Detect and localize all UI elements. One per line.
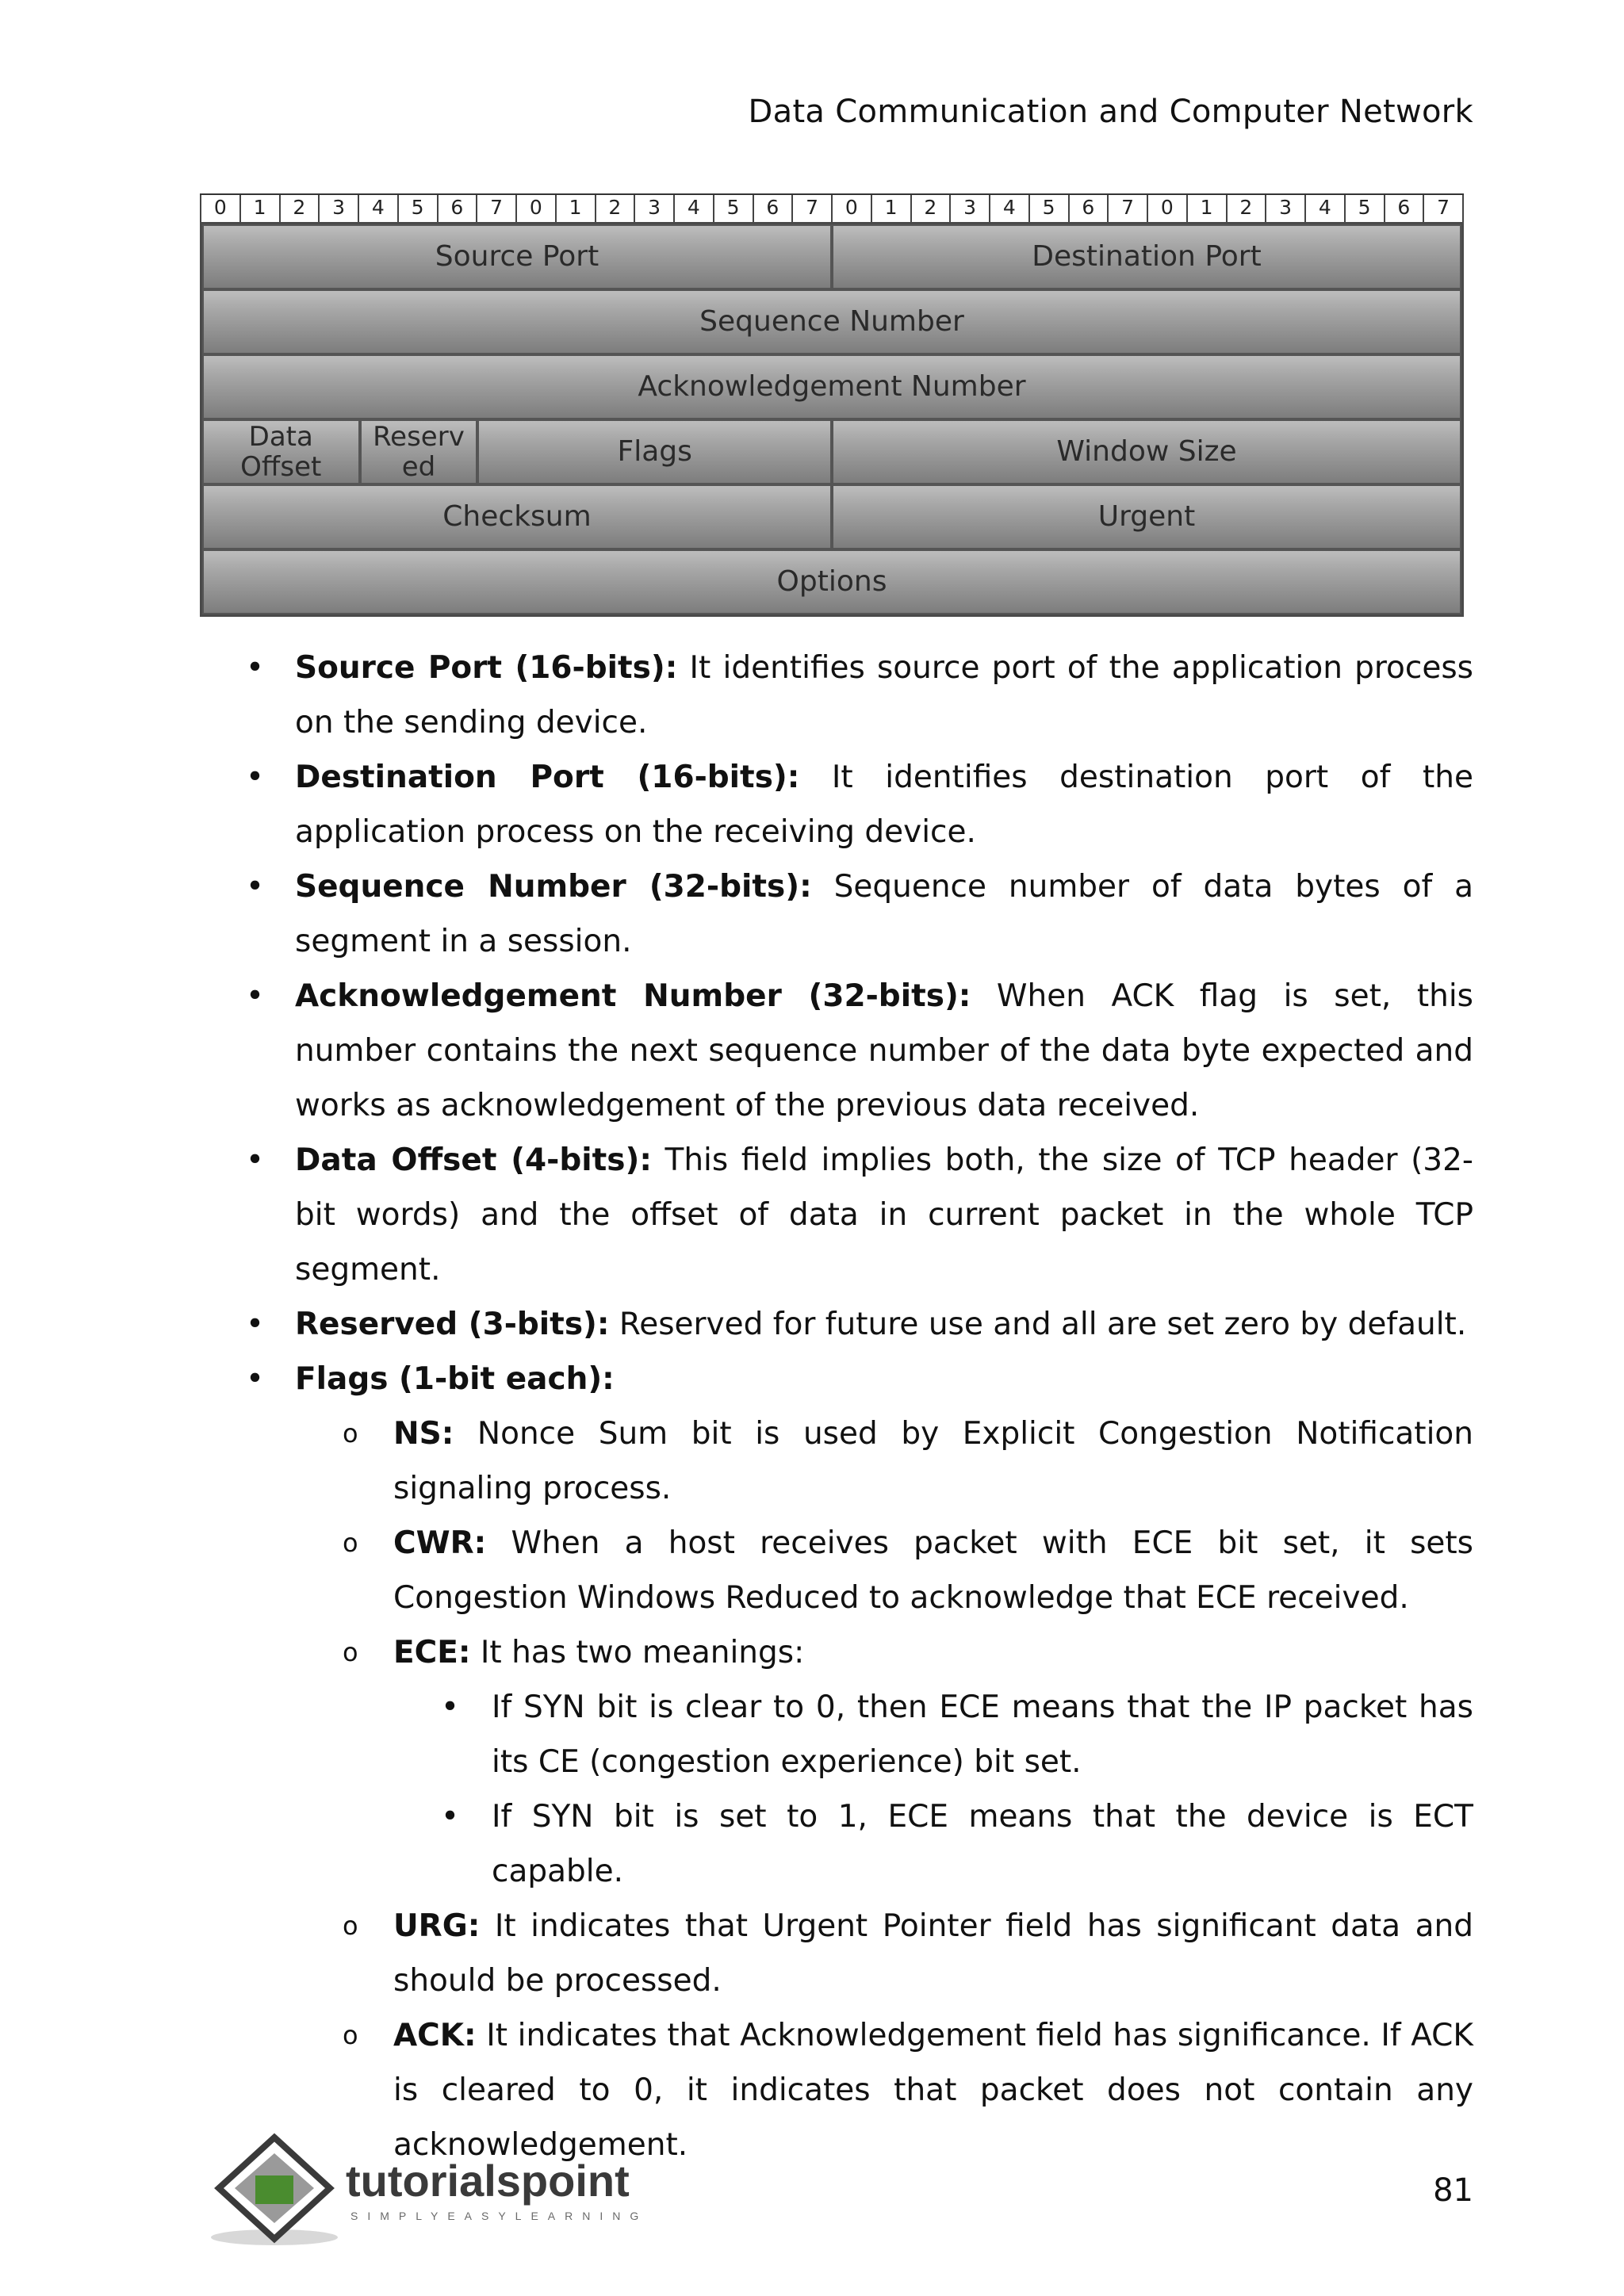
bit-label: 3 [635,195,675,224]
list-item [239,750,1473,859]
bit-label: 0 [833,195,872,224]
bit-label: 7 [477,195,517,224]
flag-term: ACK: [393,2018,477,2053]
bit-label: 5 [1346,195,1385,224]
bit-label: 2 [281,195,320,224]
bit-label: 4 [1306,195,1346,224]
flag-description: Nonce Sum bit is used by Explicit Congestion Notification signaling process. [393,1416,1473,1506]
bullet-marker: • [246,1142,265,1178]
circle-marker: o [343,2020,358,2050]
field-checksum: Checksum [202,484,832,549]
flag-term: URG: [393,1908,481,1944]
bullet-marker: • [246,650,265,686]
bit-label: 4 [675,195,714,224]
bit-label: 6 [754,195,794,224]
list-item [239,1133,1473,1297]
bit-label: 1 [1188,195,1228,224]
flag-term: CWR: [393,1525,487,1561]
bit-label: 1 [241,195,281,224]
bullet-marker: • [246,1361,265,1397]
tutorialspoint-logo [203,2131,710,2250]
flag-item [239,1516,1473,1625]
header-fields-grid [200,222,1464,617]
bit-label: 5 [714,195,754,224]
term: Acknowledgement Number (32-bits): [295,978,971,1014]
term: Reserved (3-bits): [295,1307,610,1342]
running-header: Data Communication and Computer Network [748,94,1473,130]
list-item [239,1297,1473,1352]
field-data-offset: Data Offset [202,419,360,484]
list-item [239,969,1473,1133]
bit-label: 0 [200,195,241,224]
field-sequence-number: Sequence Number [202,289,1461,354]
term: Sequence Number (32-bits): [295,869,812,905]
bullet-marker: • [246,869,265,905]
flag-description: It indicates that Urgent Pointer field has significant data and should be processed. [393,1908,1473,1999]
circle-marker: o [343,1637,358,1667]
field-destination-port: Destination Port [832,224,1461,289]
logo-tagline: SIMPLYEASYLEARNING [350,2210,649,2222]
bit-label: 5 [399,195,439,224]
tcp-header-diagram [200,193,1464,617]
flag-item [239,1899,1473,2008]
description: Sequence number of data bytes of a segment in a session. [295,869,1474,959]
bit-label: 0 [1148,195,1188,224]
bit-label: 7 [793,195,833,224]
description: When ACK flag is set, this number contains the next sequence number of the data byte expected and works as acknowledgement of the previous data received. [295,978,1473,1123]
bit-label: 2 [1228,195,1267,224]
bit-label: 3 [1266,195,1306,224]
field-window-size: Window Size [832,419,1461,484]
circle-marker: o [343,1528,358,1558]
circle-marker: o [343,1911,358,1941]
bit-label: 1 [557,195,596,224]
field-urgent: Urgent [832,484,1461,549]
field-reserved: Reserved [360,419,478,484]
list-item [239,1352,1473,1406]
description: It identifies destination port of the application process on the receiving device. [295,760,1473,850]
field-options: Options [202,549,1461,614]
logo-wordmark: tutorialspoint [346,2156,630,2206]
flag-term: ECE: [393,1635,471,1670]
ece-meaning-item [239,1789,1473,1899]
bit-label: 4 [359,195,399,224]
bullet-marker: • [246,760,265,795]
bit-label: 6 [1385,195,1425,224]
term: Flags (1-bit each): [295,1361,615,1397]
bullet-marker: • [246,1307,265,1342]
description: Reserved for future use and all are set zero by default. [609,1307,1467,1342]
bullet-marker: • [441,1689,460,1725]
bullet-marker: • [441,1799,460,1835]
bit-label: 2 [596,195,636,224]
flag-description: When a host receives packet with ECE bit set, it sets Congestion Windows Reduced to acknowledge that ECE received. [393,1525,1473,1616]
field-acknowledgement-number: Acknowledgement Number [202,354,1461,419]
term: Destination Port (16-bits): [295,760,800,795]
ece-meaning-text: If SYN bit is clear to 0, then ECE means that the IP packet has its CE (congestion experience) bit set. [492,1689,1473,1780]
bit-label: 7 [1109,195,1148,224]
bit-label: 0 [517,195,557,224]
flag-description: It indicates that Acknowledgement field has significance. If ACK is cleared to 0, it indicates that packet does not contain any acknowledgement. [393,2018,1473,2163]
bit-label: 2 [912,195,952,224]
bit-label: 3 [320,195,359,224]
list-item [239,641,1473,750]
term: Data Offset (4-bits): [295,1142,652,1178]
bit-label: 5 [1030,195,1070,224]
bit-label: 3 [951,195,990,224]
bit-label: 7 [1424,195,1464,224]
description: This field implies both, the size of TCP header (32-bit words) and the offset of data in current packet in the whole TCP segment. [295,1142,1473,1288]
flag-item [239,1406,1473,1516]
bit-ruler [200,193,1464,224]
bit-label: 6 [1070,195,1109,224]
list-item [239,859,1473,969]
circle-marker: o [343,1418,358,1448]
field-flags: Flags [477,419,832,484]
term: Source Port (16-bits): [295,650,678,686]
description: It identifies source port of the application process on the sending device. [295,650,1473,740]
field-source-port: Source Port [202,224,832,289]
ece-meaning-item [239,1680,1473,1789]
flag-term: NS: [393,1416,454,1452]
page-number: 81 [1433,2172,1473,2209]
flag-description: It has two meanings: [470,1635,805,1670]
bullet-marker: • [246,978,265,1014]
bit-label: 4 [990,195,1030,224]
ece-meaning-text: If SYN bit is set to 1, ECE means that the device is ECT capable. [492,1799,1473,1889]
bit-label: 6 [439,195,478,224]
flag-item [239,1625,1473,1680]
bit-label: 1 [872,195,912,224]
field-descriptions [239,641,1473,2172]
